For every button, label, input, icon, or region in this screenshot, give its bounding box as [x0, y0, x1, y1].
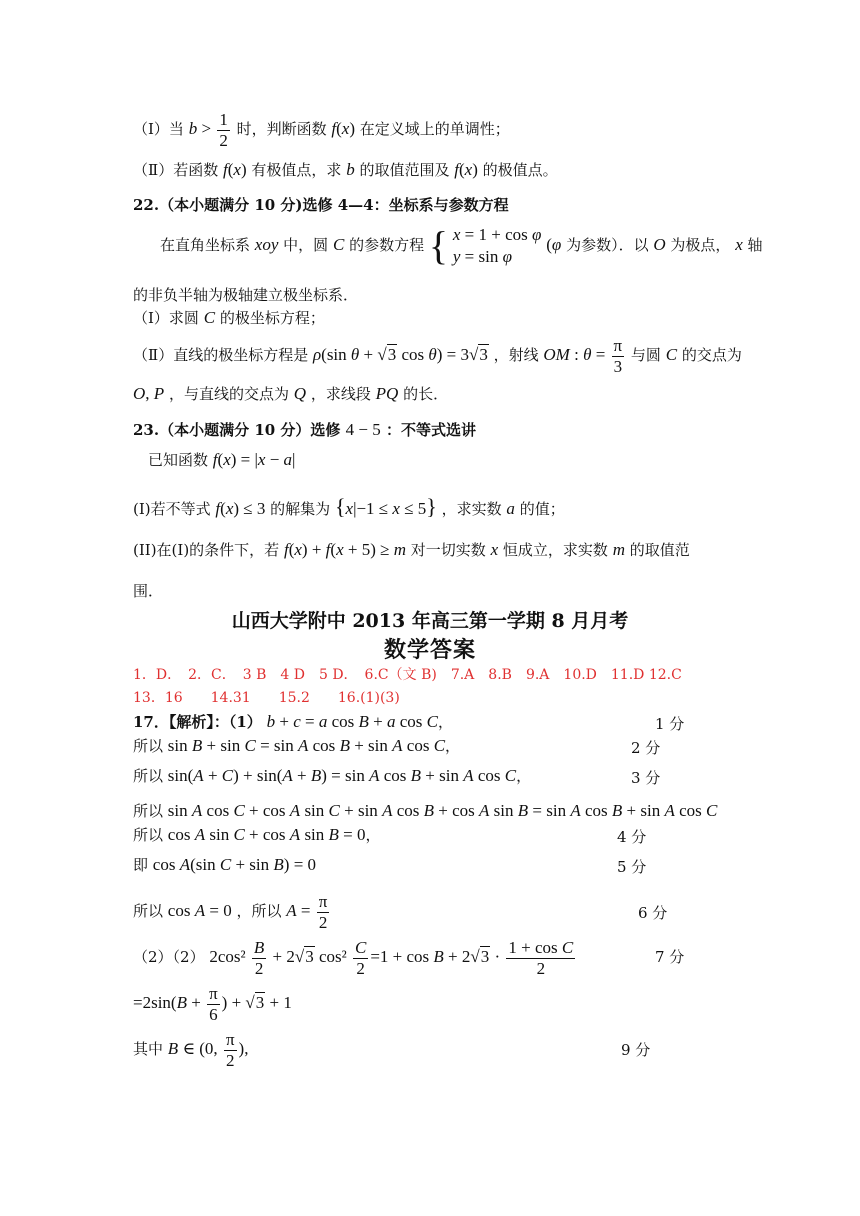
- score-5: 5 分: [617, 858, 647, 876]
- q23-part2: (II)在(I)的条件下，若 f(x) + f(x + 5) ≥ m 对一切实数 x 恒成立，求实数 m 的取值范: [133, 540, 690, 559]
- q23-intro: 已知函数 f(x) = |x − a|: [148, 450, 296, 469]
- q17-part2-line2: =2sin(B + $\frac{\pi}{6}$ ) + √3 + 1: [133, 984, 292, 1024]
- answer-title: 山西大学附中 2013 年高三第一学期 8 月月考: [231, 610, 629, 632]
- q22-intro: 在直角坐标系 xoy 中，圆 C 的参数方程 { x = 1 + cos φ y = sin φ (φ 为参数）．以 O 为极点， x 轴: [160, 223, 763, 269]
- q17-line6: 即 cos A(sin C + sin B) = 0: [133, 855, 317, 874]
- q22-part1: （Ⅰ）求圆 C 的极坐标方程；: [133, 308, 325, 327]
- score-9: 9 分: [621, 1041, 651, 1059]
- q23-part2-cont: 围．: [133, 582, 164, 600]
- fraction-pi-over-3: $\frac{\pi}{3}$: [613, 336, 623, 376]
- q17-line2: 所以 sin B + sin C = sin A cos B + sin A cos C，: [133, 736, 461, 755]
- q17-line4: 所以 sin A cos C + cos A sin C + sin A cos B + cos A sin B = sin A cos B + sin A cos C: [133, 801, 718, 820]
- q17-part2-line1: （2）（2） 2cos² $\frac{B}{2}$ + 2√3 cos² $\frac{C}{2}$ =1 + cos B + 2√3 · $\frac{\text{1 + cos C}}{2}$: [133, 938, 574, 978]
- q23-heading: 23.（本小题满分 10 分）选修 4 − 5 ：不等式选讲: [133, 420, 476, 439]
- q23-part1: (I)若不等式 f(x) ≤ 3 的解集为 {x|−1 ≤ x ≤ 5} ，求实数 a 的值；: [133, 494, 565, 519]
- score-7: 7 分: [655, 948, 685, 966]
- q17-part2-line3: 其中 B ∈ (0, $\frac{\pi}{2}$ ),: [133, 1030, 249, 1070]
- q17-line3: 所以 sin(A + C) + sin(A + B) = sin A cos B + sin A cos C，: [133, 766, 532, 785]
- q17-line5: 所以 cos A sin C + cos A sin B = 0，: [133, 825, 381, 844]
- q17-line1: 17．【解析】：（1） b + c = a cos B + a cos C，: [133, 712, 454, 731]
- q21-part1: （Ⅰ）当 b > $\frac{1}{2}$ 时，判断函数 f(x) 在定义域上的单调性；: [133, 110, 510, 150]
- score-1: 1 分: [655, 715, 685, 733]
- q22-part2: （Ⅱ）直线的极坐标方程是 ρ(sin θ + √3 cos θ) = 3√3 ，射线 OM : θ = $\frac{\pi}{3}$ 与圆 C 的交点为: [133, 336, 742, 376]
- q22-heading: 22.（本小题满分 10 分)选修 4—4：坐标系与参数方程: [133, 196, 509, 214]
- answers-row-2: 13．16 14.31 15.2 16.(1)(3): [133, 690, 400, 706]
- q17-line7: 所以 cos A = 0 ，所以 A = $\frac{\pi}{2}$: [133, 892, 328, 932]
- score-3: 3 分: [631, 769, 661, 787]
- score-6: 6 分: [638, 904, 668, 922]
- fraction-pi-over-2: $\frac{\pi}{2}$: [318, 892, 328, 932]
- q22-intro-cont: 的非负半轴为极轴建立极坐标系．: [133, 286, 359, 304]
- fraction-one-half: $\frac{1}{2}$: [219, 110, 228, 150]
- score-4: 4 分: [617, 828, 647, 846]
- answer-subtitle: 数学答案: [383, 638, 476, 663]
- parametric-system: x = 1 + cos φ y = sin φ: [452, 225, 542, 267]
- q22-part2-cont: O, P ，与直线的交点为 Q ，求线段 PQ 的长．: [133, 384, 449, 403]
- q21-part2: （Ⅱ）若函数 f(x) 有极值点，求 b 的取值范围及 f(x) 的极值点。: [133, 160, 558, 179]
- answers-row-1: 1．D． 2．C． 3 B 4 D 5 D． 6.C（文 B) 7.A 8.B 9.A 10.D 11.D 12.C: [133, 667, 682, 683]
- score-2: 2 分: [631, 739, 661, 757]
